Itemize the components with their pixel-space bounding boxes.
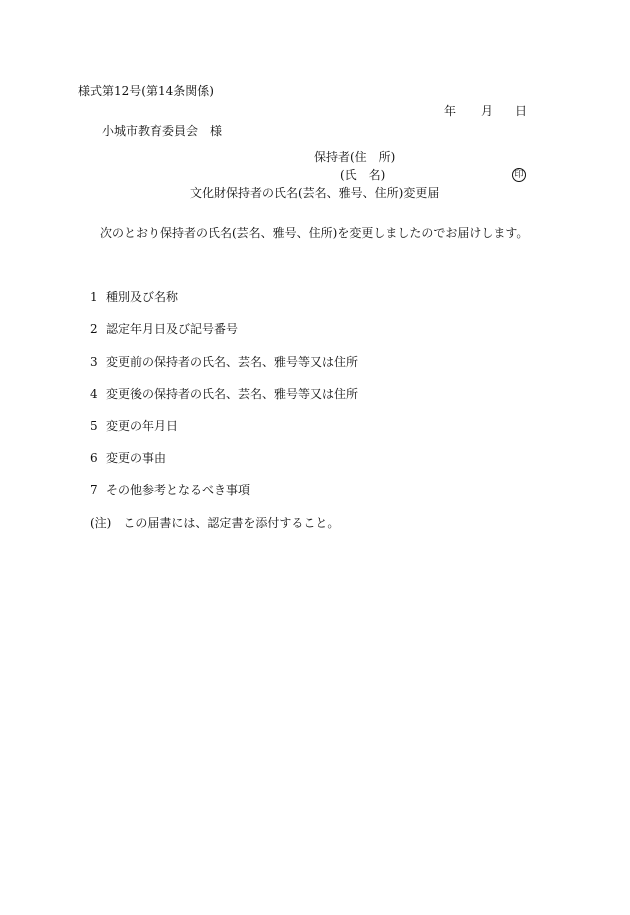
date-day-label: 日 bbox=[515, 104, 528, 118]
note: (注) この届書には、認定書を添付すること。 bbox=[90, 516, 340, 530]
list-item-number: 2 bbox=[90, 322, 98, 336]
list-item: 変更後の保持者の氏名、芸名、雅号等又は住所 bbox=[106, 387, 359, 401]
form-number: 様式第12号(第14条関係) bbox=[78, 84, 214, 98]
seal-icon: 印 bbox=[512, 168, 526, 182]
list-item: 種別及び名称 bbox=[106, 290, 179, 304]
addressee: 小城市教育委員会 様 bbox=[102, 124, 223, 138]
document-title: 文化財保持者の氏名(芸名、雅号、住所)変更届 bbox=[190, 186, 440, 200]
list-item: 変更前の保持者の氏名、芸名、雅号等又は住所 bbox=[106, 355, 359, 369]
list-item-number: 1 bbox=[90, 290, 98, 304]
list-item-number: 4 bbox=[90, 387, 98, 401]
list-item-number: 7 bbox=[90, 483, 98, 497]
list-item-number: 5 bbox=[90, 419, 98, 433]
list-item-number: 3 bbox=[90, 355, 98, 369]
list-item: その他参考となるべき事項 bbox=[106, 483, 251, 497]
holder-address-label: 保持者(住 所) bbox=[314, 150, 396, 164]
list-item: 変更の事由 bbox=[106, 451, 167, 465]
list-item: 認定年月日及び記号番号 bbox=[106, 322, 239, 336]
date-month-label: 月 bbox=[481, 104, 494, 118]
holder-name-label: (氏 名) bbox=[340, 168, 386, 182]
list-item: 変更の年月日 bbox=[106, 419, 179, 433]
date-year-label: 年 bbox=[444, 104, 457, 118]
list-item-number: 6 bbox=[90, 451, 98, 465]
intro-text: 次のとおり保持者の氏名(芸名、雅号、住所)を変更しましたのでお届けします。 bbox=[100, 226, 529, 240]
